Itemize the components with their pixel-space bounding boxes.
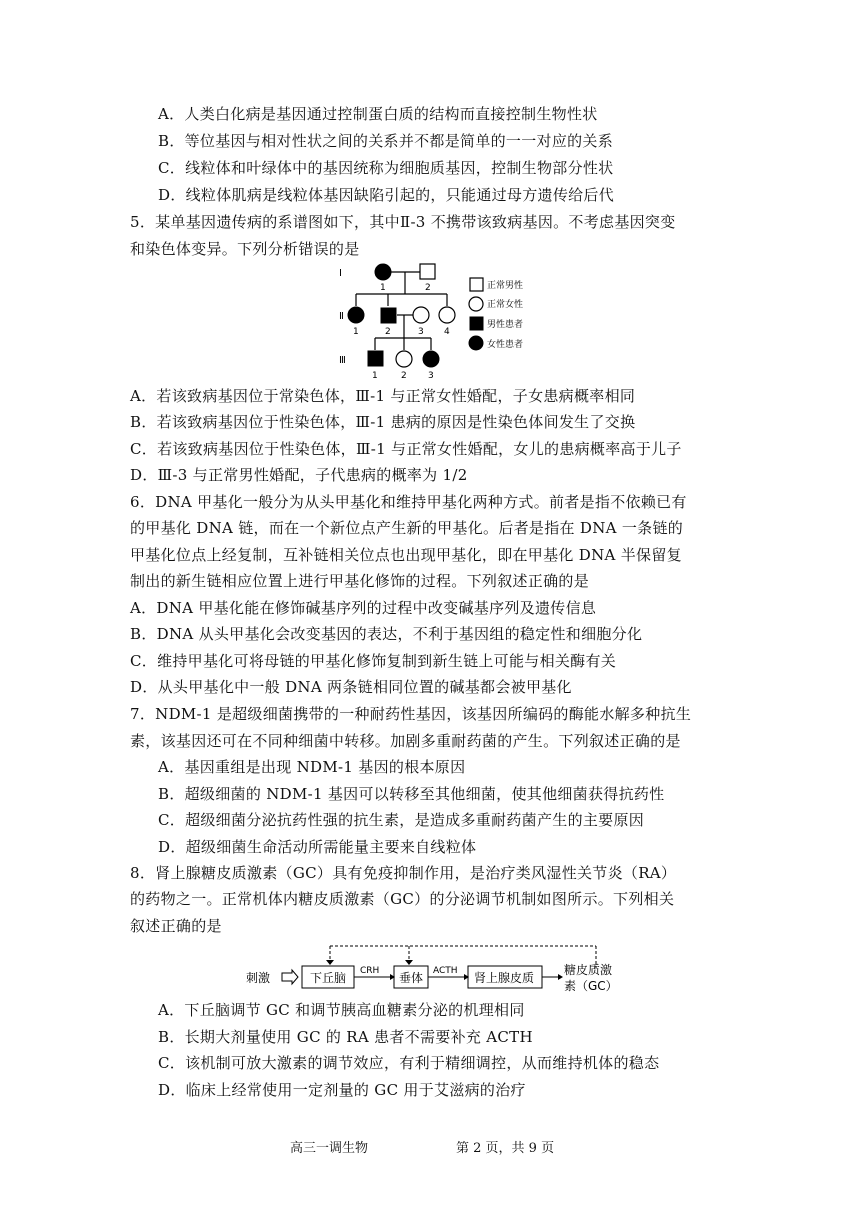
footer-page-number: 第 2 页，共 9 页 <box>456 1141 555 1156</box>
q8-stem-line-3: 叙述正确的是 <box>130 917 222 935</box>
q4-option-d: D．线粒体肌病是线粒体基因缺陷引起的，只能通过母方遗传给后代 <box>158 186 615 204</box>
num-ii2: 2 <box>385 327 391 337</box>
q4-option-c: C．线粒体和叶绿体中的基因统称为细胞质基因，控制生物部分性状 <box>158 159 614 177</box>
q8-option-d: D．临床上经常使用一定剂量的 GC 用于艾滋病的治疗 <box>158 1081 526 1099</box>
q5-option-c: C．若该致病基因位于性染色体，Ⅲ-1 与正常女性婚配，女儿的患病概率高于儿子 <box>130 440 682 458</box>
q5-option-a: A．若该致病基因位于常染色体，Ⅲ-1 与正常女性婚配，子女患病概率相同 <box>130 387 636 405</box>
q6-stem-line-3: 甲基化位点上经复制，互补链相关位点也出现甲基化，即在甲基化 DNA 半保留复 <box>130 546 682 564</box>
num-iii1: 1 <box>372 371 378 381</box>
q4-option-a: A．人类白化病是基因通过控制蛋白质的结构而直接控制生物性状 <box>158 105 598 123</box>
gc-regulation-diagram <box>240 938 660 1000</box>
edge-label-crh: CRH <box>360 966 380 976</box>
q8-option-b: B．长期大剂量使用 GC 的 RA 患者不需要补充 ACTH <box>158 1028 533 1046</box>
num-iii2: 2 <box>401 371 407 381</box>
q6-option-d: D．从头甲基化中一般 DNA 两条链相同位置的碱基都会被甲基化 <box>130 678 572 696</box>
q7-option-a: A．基因重组是出现 NDM-1 基因的根本原因 <box>158 758 466 776</box>
q6-stem-line-2: 的甲基化 DNA 链，而在一个新位点产生新的甲基化。后者是指在 DNA 一条链的 <box>130 519 684 537</box>
q7-option-c: C．超级细菌分泌抗药性强的抗生素，是造成多重耐药菌产生的主要原因 <box>158 811 645 829</box>
pedigree-chart <box>330 262 550 392</box>
num-ii4: 4 <box>444 327 450 337</box>
q7-stem-line-2: 素，该基因还可在不同种细菌中转移。加剧多重耐药菌的产生。下列叙述正确的是 <box>130 732 681 750</box>
node-hypothalamus: 下丘脑 <box>310 971 347 985</box>
q5-option-b: B．若该致病基因位于性染色体，Ⅲ-1 患病的原因是性染色体间发生了交换 <box>130 413 636 431</box>
q6-option-b: B．DNA 从头甲基化会改变基因的表达，不利于基因组的稳定性和细胞分化 <box>130 625 643 643</box>
gen-label-2: Ⅱ <box>339 311 344 322</box>
legend-normal-female: 正常女性 <box>487 300 524 310</box>
q7-option-b: B．超级细菌的 NDM-1 基因可以转移至其他细菌，使其他细菌获得抗药性 <box>158 785 665 803</box>
edge-label-acth: ACTH <box>433 966 458 976</box>
num-ii3: 3 <box>418 327 424 337</box>
node-pituitary: 垂体 <box>399 971 424 985</box>
q6-option-c: C．维持甲基化可将母链的甲基化修饰复制到新生链上可能与相关酶有关 <box>130 652 617 670</box>
num-iii3: 3 <box>428 371 434 381</box>
node-adrenal-cortex: 肾上腺皮质 <box>474 971 535 985</box>
num-i2: 2 <box>425 283 431 293</box>
q8-stem-line-2: 的药物之一。正常机体内糖皮质激素（GC）的分泌调节机制如图所示。下列相关 <box>130 890 675 908</box>
gen-label-3: Ⅲ <box>339 355 346 366</box>
num-ii1: 1 <box>353 327 359 337</box>
q7-option-d: D．超级细菌生命活动所需能量主要来自线粒体 <box>158 838 477 856</box>
legend-affected-female: 女性患者 <box>487 340 524 350</box>
stimulus-label: 刺激 <box>246 971 271 985</box>
output-gc-line-1: 糖皮质激 <box>564 963 613 977</box>
q6-option-a: A．DNA 甲基化能在修饰碱基序列的过程中改变碱基序列及遗传信息 <box>130 599 597 617</box>
legend-normal-male: 正常男性 <box>487 281 524 291</box>
q6-stem-line-4: 制出的新生链相应位置上进行甲基化修饰的过程。下列叙述正确的是 <box>130 572 590 590</box>
q6-stem-line-1: 6．DNA 甲基化一般分为从头甲基化和维持甲基化两种方式。前者是指不依赖已有 <box>130 493 687 511</box>
q7-stem-line-1: 7．NDM-1 是超级细菌携带的一种耐药性基因，该基因所编码的酶能水解多种抗生 <box>130 705 692 723</box>
gen-label-1: Ⅰ <box>339 268 342 279</box>
num-i1: 1 <box>380 283 386 293</box>
q5-stem-line-1: 5．某单基因遗传病的系谱图如下，其中Ⅱ-3 不携带该致病基因。不考虑基因突变 <box>130 213 676 231</box>
q8-option-c: C．该机制可放大激素的调节效应，有利于精细调控，从而维持机体的稳态 <box>158 1054 660 1072</box>
output-gc-line-2: 素（GC） <box>564 979 618 993</box>
q5-option-d: D．Ⅲ-3 与正常男性婚配，子代患病的概率为 1/2 <box>130 466 468 484</box>
footer-subject: 高三一调生物 <box>290 1141 369 1156</box>
q8-stem-line-1: 8．肾上腺糖皮质激素（GC）具有免疫抑制作用，是治疗类风湿性关节炎（RA） <box>130 864 677 882</box>
legend-affected-male: 男性患者 <box>487 320 524 330</box>
q4-option-b: B．等位基因与相对性状之间的关系并不都是简单的一一对应的关系 <box>158 132 614 150</box>
q5-stem-line-2: 和染色体变异。下列分析错误的是 <box>130 240 360 258</box>
q8-option-a: A．下丘脑调节 GC 和调节胰高血糖素分泌的机理相同 <box>158 1001 525 1019</box>
